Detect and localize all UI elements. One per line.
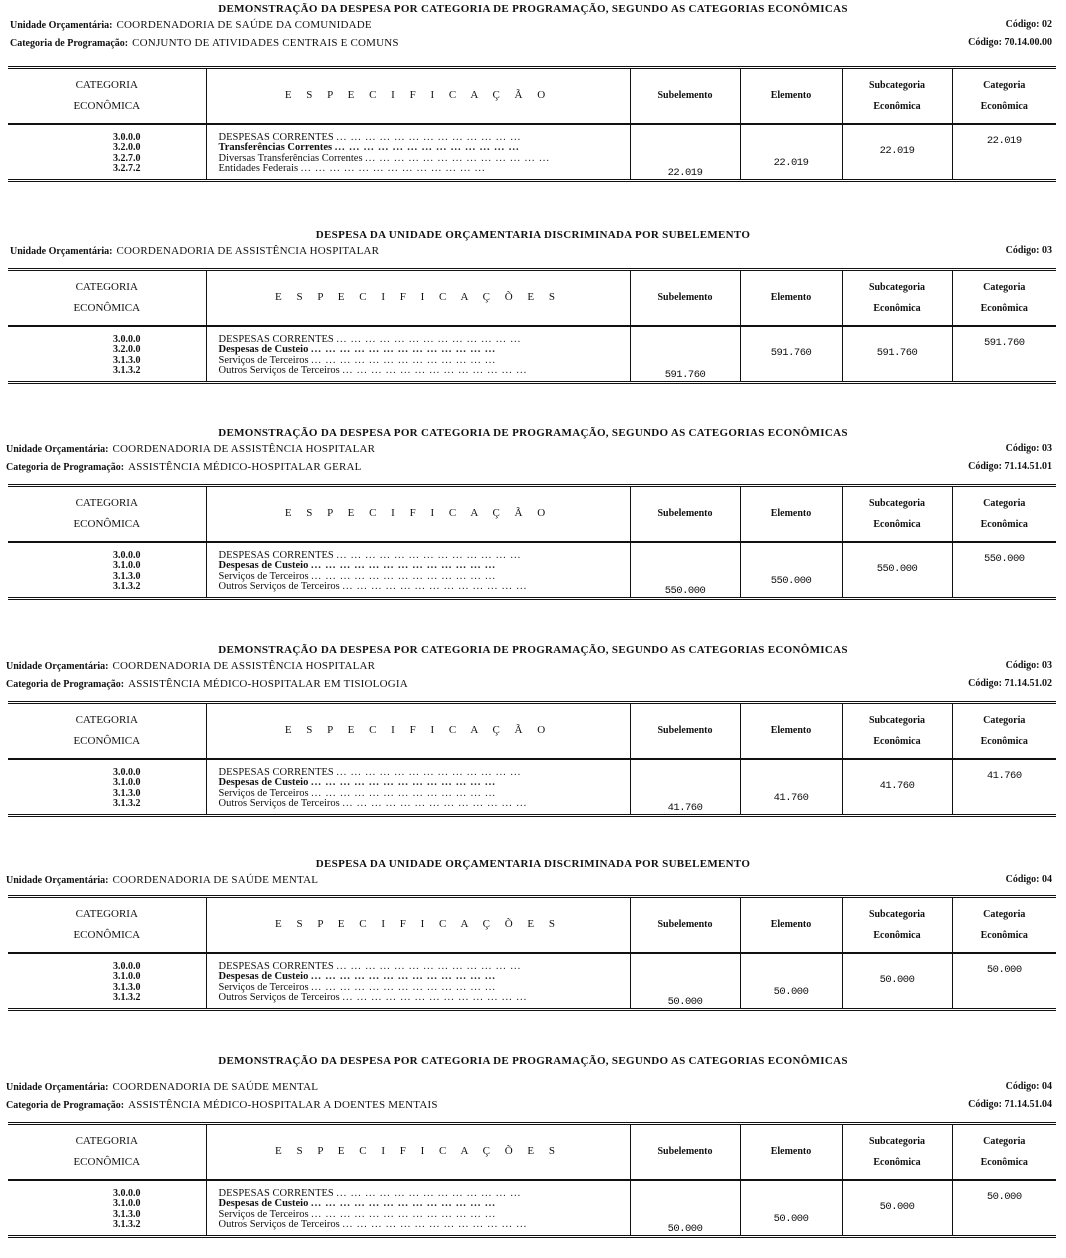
programacao-label: Categoria de Programação: — [6, 679, 125, 690]
programacao-value: CONJUNTO DE ATIVIDADES CENTRAIS E COMUNS — [132, 37, 399, 49]
economic-codes: 3.0.0.0 3.1.0.0 3.1.3.0 3.1.3.2 — [113, 960, 141, 1003]
subcategoria-value: 50.000 — [879, 1200, 915, 1213]
elemento-value: 41.760 — [773, 791, 809, 804]
unidade-label: Unidade Orçamentária: — [6, 444, 109, 455]
section-5 — [0, 857, 1066, 1011]
header-subelemento: Subelemento — [630, 897, 740, 953]
economic-codes: 3.0.0.0 3.1.0.0 3.1.3.0 3.1.3.2 — [113, 766, 141, 809]
header-elemento: Elemento — [740, 270, 842, 326]
categoria-value: 550.000 — [983, 552, 1025, 565]
programacao-row — [0, 1096, 1066, 1114]
header-categoria: Categoria Econômica — [952, 68, 1056, 124]
header-categoria-economica: CATEGORIA ECONÔMICA — [8, 703, 206, 759]
codigo-programacao: Código: 70.14.00.00 — [968, 37, 1052, 48]
unidade-value: COORDENADORIA DE ASSISTÊNCIA HOSPITALAR — [112, 660, 376, 672]
table-row — [8, 1180, 1056, 1237]
categoria-value: 50.000 — [986, 1190, 1022, 1203]
unidade-row — [0, 657, 1066, 675]
codigo-programacao: Código: 71.14.51.04 — [968, 1099, 1052, 1110]
section-title: DEMONSTRAÇÃO DA DESPESA POR CATEGORIA DE PROGRAMAÇÃO, SEGUNDO AS CATEGORIAS ECONÔMICAS — [218, 1055, 848, 1067]
subcategoria-value: 22.019 — [879, 144, 915, 157]
spec-lines: DESPESAS CORRENTES ... ... ... ... ... ... ... ... ... ... ... ... ... Transferências Correntes ... ... ... ... ... ... ... ... ... ... ... ... ... Diversas Transferências Correntes ... ... ... ... ... ... ... ... ... ... ... ... ... Entidades Federais ... ... ... ... ... ... ... ... ... ... ... ... ... — [218, 131, 551, 174]
spec-lines: DESPESAS CORRENTES ... ... ... ... ... ... ... ... ... ... ... ... ... Despesas de Custeio ... ... ... ... ... ... ... ... ... ... ... ... ... Serviços de Terceiros ... ... ... ... ... ... ... ... ... ... ... ... ... Outros Serviços de Terceiros ... ... ... ... ... ... ... ... ... ... ... ... ... — [218, 333, 528, 376]
header-subelemento: Subelemento — [630, 270, 740, 326]
header-especificacoes: E S P E C I F I C A Ç Õ E S — [206, 1124, 630, 1180]
spec-lines: DESPESAS CORRENTES ... ... ... ... ... ... ... ... ... ... ... ... ... Despesas de Custeio ... ... ... ... ... ... ... ... ... ... ... ... ... Serviços de Terceiros ... ... ... ... ... ... ... ... ... ... ... ... ... Outros Serviços de Terceiros ... ... ... ... ... ... ... ... ... ... ... ... ... — [218, 766, 528, 809]
budget-table — [8, 895, 1056, 1011]
elemento-value: 550.000 — [770, 574, 812, 587]
unidade-value: COORDENADORIA DE SAÚDE DA COMUNIDADE — [116, 19, 372, 31]
codigo-unidade: Código: 04 — [1005, 874, 1052, 885]
header-elemento: Elemento — [740, 68, 842, 124]
header-subcategoria: Subcategoria Econômica — [842, 703, 952, 759]
unidade-value: COORDENADORIA DE SAÚDE MENTAL — [112, 874, 319, 886]
header-especificacao: E S P E C I F I C A Ç Ã O — [206, 703, 630, 759]
header-subelemento: Subelemento — [630, 1124, 740, 1180]
codigo-unidade: Código: 03 — [1005, 443, 1052, 454]
codigo-unidade: Código: 04 — [1005, 1081, 1052, 1092]
subcategoria-value: 591.760 — [876, 346, 918, 359]
header-especificacao: E S P E C I F I C A Ç Ã O — [206, 68, 630, 124]
subcategoria-value: 41.760 — [879, 779, 915, 792]
codigo-unidade: Código: 03 — [1005, 660, 1052, 671]
spec-lines: DESPESAS CORRENTES ... ... ... ... ... ... ... ... ... ... ... ... ... Despesas de Custeio ... ... ... ... ... ... ... ... ... ... ... ... ... Serviços de Terceiros ... ... ... ... ... ... ... ... ... ... ... ... ... Outros Serviços de Terceiros ... ... ... ... ... ... ... ... ... ... ... ... ... — [218, 1187, 528, 1230]
unidade-value: COORDENADORIA DE ASSISTÊNCIA HOSPITALAR — [116, 245, 380, 257]
header-categoria: Categoria Econômica — [952, 486, 1056, 542]
table-header — [8, 270, 1056, 326]
table-header — [8, 897, 1056, 953]
elemento-value: 50.000 — [773, 1212, 809, 1225]
table-row — [8, 124, 1056, 181]
codigo-programacao: Código: 71.14.51.01 — [968, 461, 1052, 472]
unidade-row — [0, 242, 1066, 260]
elemento-value: 591.760 — [770, 346, 812, 359]
unidade-label: Unidade Orçamentária: — [10, 20, 113, 31]
section-title: DEMONSTRAÇÃO DA DESPESA POR CATEGORIA DE PROGRAMAÇÃO, SEGUNDO AS CATEGORIAS ECONÔMICAS — [218, 427, 848, 439]
header-categoria: Categoria Econômica — [952, 897, 1056, 953]
codigo-programacao: Código: 71.14.51.02 — [968, 678, 1052, 689]
header-subcategoria: Subcategoria Econômica — [842, 897, 952, 953]
codigo-unidade: Código: 03 — [1005, 245, 1052, 256]
table-header — [8, 486, 1056, 542]
programacao-label: Categoria de Programação: — [10, 38, 129, 49]
budget-table — [8, 701, 1056, 817]
header-subelemento: Subelemento — [630, 703, 740, 759]
header-subelemento: Subelemento — [630, 68, 740, 124]
section-3 — [0, 426, 1066, 600]
header-categoria: Categoria Econômica — [952, 270, 1056, 326]
economic-codes: 3.0.0.0 3.2.0.0 3.2.7.0 3.2.7.2 — [113, 131, 141, 174]
table-header — [8, 1124, 1056, 1180]
header-subcategoria: Subcategoria Econômica — [842, 1124, 952, 1180]
header-especificacoes: E S P E C I F I C A Ç Õ E S — [206, 897, 630, 953]
subelemento-value: 50.000 — [667, 1222, 703, 1235]
table-row — [8, 953, 1056, 1010]
economic-codes: 3.0.0.0 3.1.0.0 3.1.3.0 3.1.3.2 — [113, 1187, 141, 1230]
unidade-row — [0, 871, 1066, 889]
codigo-unidade: Código: 02 — [1005, 19, 1052, 30]
unidade-row — [0, 16, 1066, 34]
section-2 — [0, 228, 1066, 384]
programacao-row — [0, 458, 1066, 476]
budget-table — [8, 268, 1056, 384]
header-subelemento: Subelemento — [630, 486, 740, 542]
unidade-row — [0, 1078, 1066, 1096]
programacao-label: Categoria de Programação: — [6, 462, 125, 473]
header-especificacoes: E S P E C I F I C A Ç Õ E S — [206, 270, 630, 326]
section-title: DESPESA DA UNIDADE ORÇAMENTARIA DISCRIMINADA POR SUBELEMENTO — [315, 858, 751, 870]
unidade-label: Unidade Orçamentária: — [6, 661, 109, 672]
header-categoria-economica: CATEGORIA ECONÔMICA — [8, 897, 206, 953]
section-4 — [0, 643, 1066, 817]
subelemento-value: 50.000 — [667, 995, 703, 1008]
header-especificacao: E S P E C I F I C A Ç Ã O — [206, 486, 630, 542]
programacao-row — [0, 34, 1066, 52]
section-6 — [0, 1054, 1066, 1238]
header-elemento: Elemento — [740, 897, 842, 953]
header-elemento: Elemento — [740, 1124, 842, 1180]
section-title: DEMONSTRAÇÃO DA DESPESA POR CATEGORIA DE PROGRAMAÇÃO, SEGUNDO AS CATEGORIAS ECONÔMICAS — [218, 3, 848, 15]
subelemento-value: 591.760 — [664, 368, 706, 381]
unidade-label: Unidade Orçamentária: — [6, 1082, 109, 1093]
unidade-label: Unidade Orçamentária: — [10, 246, 113, 257]
economic-codes: 3.0.0.0 3.2.0.0 3.1.3.0 3.1.3.2 — [113, 333, 141, 376]
categoria-value: 22.019 — [986, 134, 1022, 147]
header-categoria: Categoria Econômica — [952, 703, 1056, 759]
programacao-row — [0, 675, 1066, 693]
header-categoria: Categoria Econômica — [952, 1124, 1056, 1180]
header-categoria-economica: CATEGORIA ECONÔMICA — [8, 1124, 206, 1180]
budget-table — [8, 1122, 1056, 1238]
unidade-value: COORDENADORIA DE ASSISTÊNCIA HOSPITALAR — [112, 443, 376, 455]
elemento-value: 50.000 — [773, 985, 809, 998]
budget-table — [8, 484, 1056, 600]
table-row — [8, 326, 1056, 383]
programacao-value: ASSISTÊNCIA MÉDICO-HOSPITALAR GERAL — [128, 461, 362, 473]
table-row — [8, 542, 1056, 599]
subelemento-value: 550.000 — [664, 584, 706, 597]
unidade-label: Unidade Orçamentária: — [6, 875, 109, 886]
header-categoria-economica: CATEGORIA ECONÔMICA — [8, 270, 206, 326]
subcategoria-value: 50.000 — [879, 973, 915, 986]
header-categoria-economica: CATEGORIA ECONÔMICA — [8, 68, 206, 124]
subelemento-value: 22.019 — [667, 166, 703, 179]
unidade-value: COORDENADORIA DE SAÚDE MENTAL — [112, 1081, 319, 1093]
section-1 — [0, 2, 1066, 182]
header-elemento: Elemento — [740, 486, 842, 542]
spec-lines: DESPESAS CORRENTES ... ... ... ... ... ... ... ... ... ... ... ... ... Despesas de Custeio ... ... ... ... ... ... ... ... ... ... ... ... ... Serviços de Terceiros ... ... ... ... ... ... ... ... ... ... ... ... ... Outros Serviços de Terceiros ... ... ... ... ... ... ... ... ... ... ... ... ... — [218, 960, 528, 1003]
subelemento-value: 41.760 — [667, 801, 703, 814]
programacao-label: Categoria de Programação: — [6, 1100, 125, 1111]
header-elemento: Elemento — [740, 703, 842, 759]
spec-lines: DESPESAS CORRENTES ... ... ... ... ... ... ... ... ... ... ... ... ... Despesas de Custeio ... ... ... ... ... ... ... ... ... ... ... ... ... Serviços de Terceiros ... ... ... ... ... ... ... ... ... ... ... ... ... Outros Serviços de Terceiros ... ... ... ... ... ... ... ... ... ... ... ... ... — [218, 549, 528, 592]
programacao-value: ASSISTÊNCIA MÉDICO-HOSPITALAR EM TISIOLOGIA — [128, 678, 408, 690]
programacao-value: ASSISTÊNCIA MÉDICO-HOSPITALAR A DOENTES MENTAIS — [128, 1099, 438, 1111]
categoria-value: 591.760 — [983, 336, 1025, 349]
table-header — [8, 68, 1056, 124]
economic-codes: 3.0.0.0 3.1.0.0 3.1.3.0 3.1.3.2 — [113, 549, 141, 592]
subcategoria-value: 550.000 — [876, 562, 918, 575]
budget-table — [8, 66, 1056, 182]
header-subcategoria: Subcategoria Econômica — [842, 68, 952, 124]
categoria-value: 41.760 — [986, 769, 1022, 782]
header-categoria-economica: CATEGORIA ECONÔMICA — [8, 486, 206, 542]
header-subcategoria: Subcategoria Econômica — [842, 486, 952, 542]
table-row — [8, 759, 1056, 816]
elemento-value: 22.019 — [773, 156, 809, 169]
unidade-row — [0, 440, 1066, 458]
categoria-value: 50.000 — [986, 963, 1022, 976]
section-title: DEMONSTRAÇÃO DA DESPESA POR CATEGORIA DE PROGRAMAÇÃO, SEGUNDO AS CATEGORIAS ECONÔMICAS — [218, 644, 848, 656]
section-title: DESPESA DA UNIDADE ORÇAMENTARIA DISCRIMINADA POR SUBELEMENTO — [315, 229, 751, 241]
table-header — [8, 703, 1056, 759]
header-subcategoria: Subcategoria Econômica — [842, 270, 952, 326]
